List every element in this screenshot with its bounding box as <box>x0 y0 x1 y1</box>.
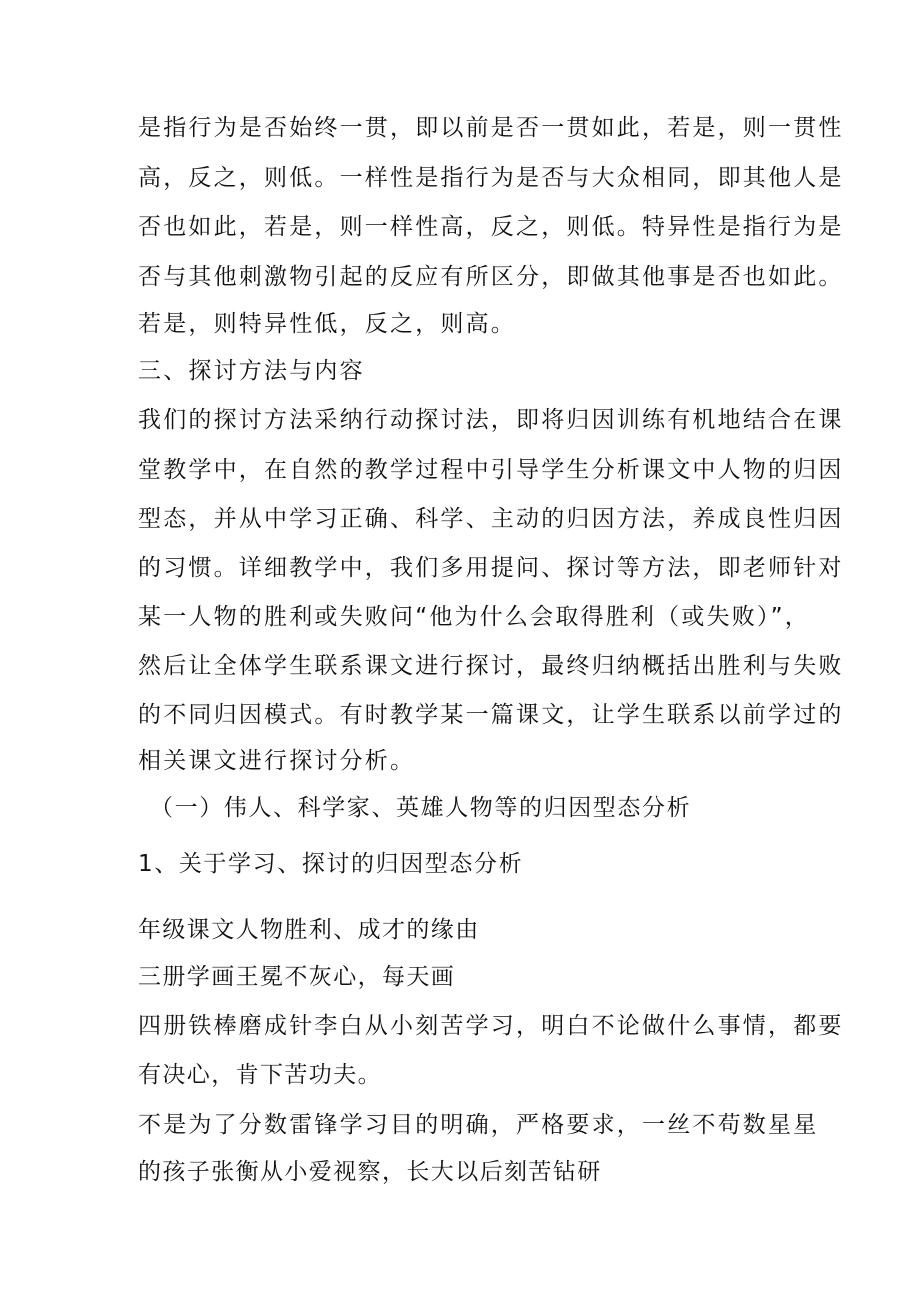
paragraph-line: 的习惯。详细教学中，我们多用提问、探讨等方法，即老师针对 <box>138 555 844 581</box>
paragraph-line: 相关课文进行探讨分析。 <box>138 748 416 774</box>
table-line: 有决心，肯下苦功夫。 <box>138 1062 382 1088</box>
paragraph-line: 高，反之，则低。一样性是指行为是否与大众相同，即其他人是 <box>138 165 844 191</box>
paragraph-line: 若是，则特异性低，反之，则高。 <box>138 311 516 337</box>
table-line: 三册学画王冕不灰心，每天画 <box>138 964 456 990</box>
paragraph-line: 的不同归因模式。有时教学某一篇课文，让学生联系以前学过的 <box>138 702 844 728</box>
paragraph-line: 我们的探讨方法采纳行动探讨法，即将归因训练有机地结合在课 <box>138 407 844 433</box>
item-heading: 1、关于学习、探讨的归因型态分析 <box>138 851 524 877</box>
table-line: 年级课文人物胜利、成才的缘由 <box>138 917 480 943</box>
table-line: 不是为了分数雷锋学习目的明确，严格要求，一丝不苟数星星 <box>138 1112 819 1138</box>
table-line: 四册铁棒磨成针李白从小刻苦学习，明白不论做什么事情，都要 <box>138 1013 844 1039</box>
paragraph-line: 是指行为是否始终一贯，即以前是否一贯如此，若是，则一贯性 <box>138 115 844 141</box>
paragraph-line: 某一人物的胜利或失败问“他为什么会取得胜利（或失败）”， <box>138 604 810 630</box>
paragraph-line: 否与其他刺激物引起的反应有所区分，即做其他事是否也如此。 <box>138 264 844 290</box>
paragraph-line: 堂教学中，在自然的教学过程中引导学生分析课文中人物的归因 <box>138 457 844 483</box>
subsection-heading: （一）伟人、科学家、英雄人物等的归因型态分析 <box>150 795 692 821</box>
paragraph-line: 否也如此，若是，则一样性高，反之，则低。特异性是指行为是 <box>138 214 844 240</box>
table-line: 的孩子张衡从小爱视察，长大以后刻苦钻研 <box>138 1159 602 1185</box>
section-heading: 三、探讨方法与内容 <box>138 358 365 384</box>
paragraph-line: 然后让全体学生联系课文进行探讨，最终归纳概括出胜利与失败 <box>138 653 844 679</box>
paragraph-line: 型态，并从中学习正确、科学、主动的归因方法，养成良性归因 <box>138 506 844 532</box>
